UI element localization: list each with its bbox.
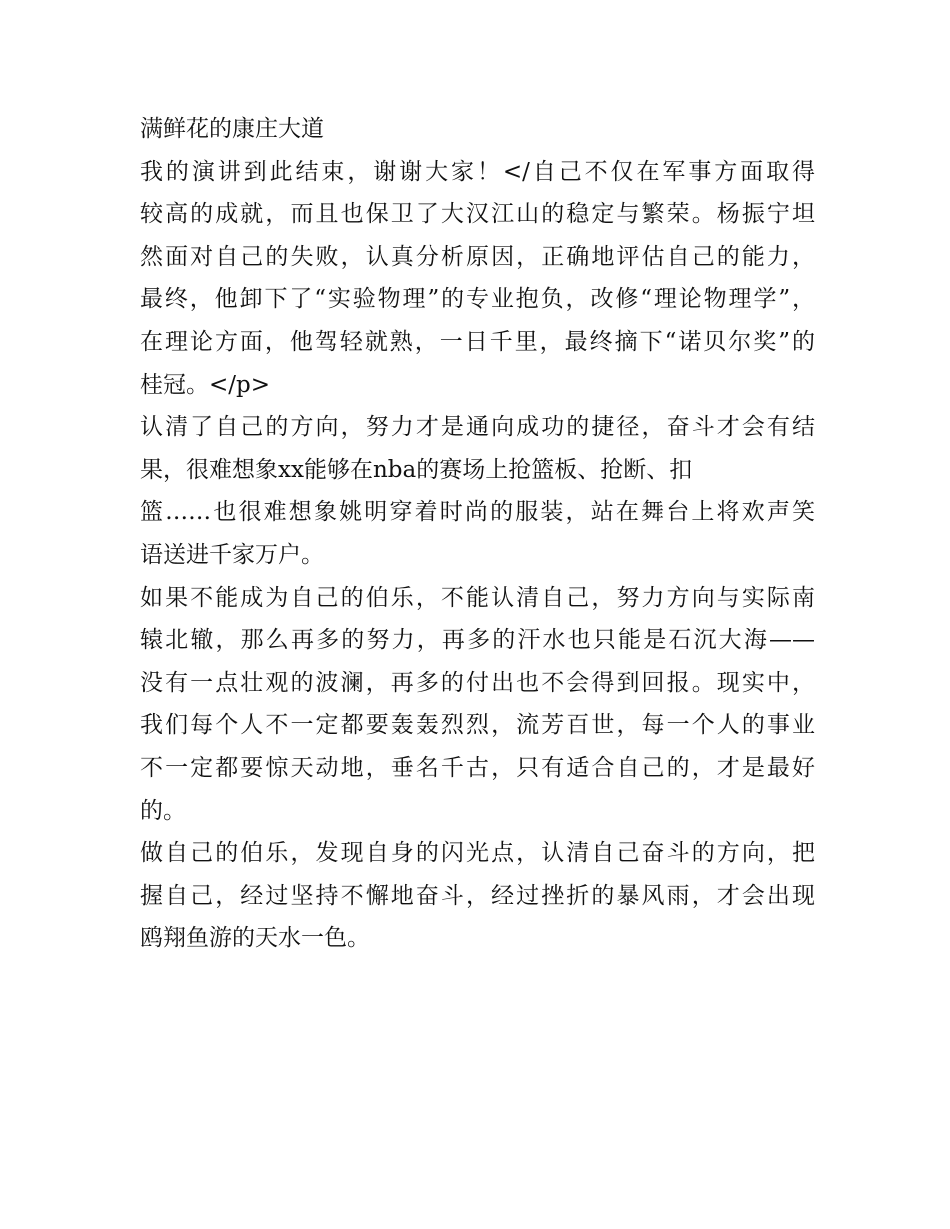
- text-line: 不一定都要惊天动地，垂名千古，只有适合自己的，才是最好: [140, 754, 815, 781]
- text-line: 在理论方面，他驾轻就熟，一日千里，最终摘下“诺贝尔奖”的: [140, 328, 815, 355]
- document-body: [140, 108, 815, 960]
- text-line: 然面对自己的失败，认真分析原因，正确地评估自己的能力，: [140, 243, 815, 270]
- text-line: 语送进千家万户。: [140, 541, 324, 568]
- text-line: 没有一点壮观的波澜，再多的付出也不会得到回报。现实中，: [140, 669, 815, 696]
- text-line: 如果不能成为自己的伯乐，不能认清自己，努力方向与实际南: [140, 584, 815, 611]
- text-line: 桂冠。</p>: [140, 371, 271, 398]
- text-line: 我们每个人不一定都要轰轰烈烈，流芳百世，每一个人的事业: [140, 712, 815, 739]
- text-line: 较高的成就，而且也保卫了大汉江山的稳定与繁荣。杨振宁坦: [140, 201, 815, 228]
- text-line: 辕北辙，那么再多的努力，再多的汗水也只能是石沉大海——: [140, 627, 815, 654]
- text-line: 做自己的伯乐，发现自身的闪光点，认清自己奋斗的方向，把: [140, 840, 815, 867]
- text-line: 认清了自己的方向，努力才是通向成功的捷径，奋斗才会有结: [140, 414, 815, 441]
- text-line: 满鲜花的康庄大道: [140, 116, 324, 142]
- text-line: 的。: [140, 797, 186, 824]
- text-line: 篮……也很难想象姚明穿着时尚的服装，站在舞台上将欢声笑: [140, 499, 815, 526]
- text-line: 握自己，经过坚持不懈地奋斗，经过挫折的暴风雨，才会出现: [140, 882, 815, 909]
- text-line: 鸥翔鱼游的天水一色。: [140, 925, 370, 952]
- text-line: 最终，他卸下了“实验物理”的专业抱负，改修“理论物理学”，: [140, 286, 815, 313]
- text-line: 我的演讲到此结束，谢谢大家！</自己不仅在军事方面取得: [140, 158, 815, 185]
- text-line: 果，很难想象xx能够在nba的赛场上抢篮板、抢断、扣: [140, 456, 693, 483]
